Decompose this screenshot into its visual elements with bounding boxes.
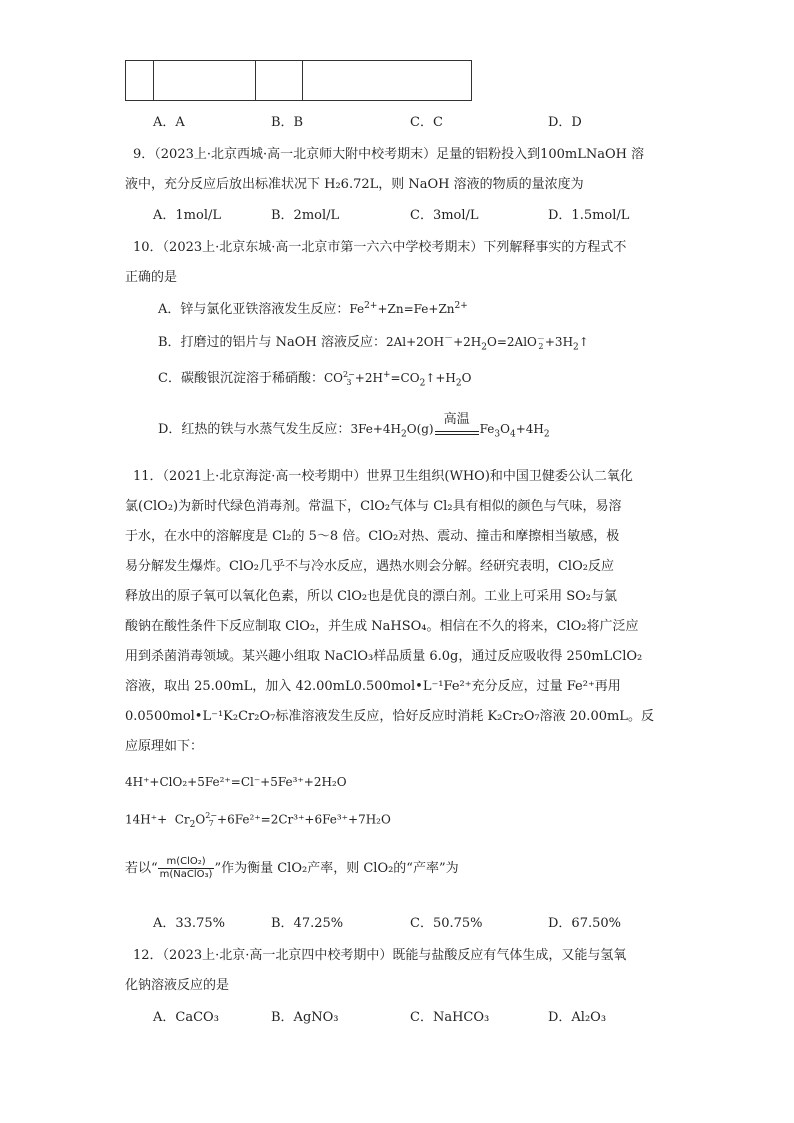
q11-equation-2: $14H^++ Cr_2O2-$ 7 +6Fe²⁺=2Cr³⁺+6Fe³⁺+7H₂O bbox=[125, 811, 391, 830]
q10-option-a bbox=[158, 298, 468, 317]
q8-option-c: C．C bbox=[410, 115, 443, 130]
table-cell bbox=[256, 61, 303, 101]
equals-bar bbox=[435, 431, 479, 435]
q11-stem-line1: 11．（2021上·北京海淀·高一校考期中）世界卫生组织(WHO)和中国卫健委公认二氧化 bbox=[133, 469, 633, 484]
q9-option-a: A．1mol/L bbox=[153, 208, 221, 223]
q11-option-c: C．50.75% bbox=[410, 916, 483, 931]
reaction-condition-label: 高温 bbox=[443, 412, 470, 428]
q12-option-b: B．AgNO₃ bbox=[271, 1010, 339, 1025]
q10-option-c-equation: CO2− $3 +2H^+=CO_2↑+H_2O$ bbox=[323, 369, 472, 389]
reaction-condition bbox=[434, 412, 480, 439]
q11-equation-2-prefix: 14H⁺+ bbox=[125, 812, 168, 827]
q10-stem-line1: 10．（2023上·北京东城·高一北京市第一六六中学校考期末）下列解释事实的方程式不 bbox=[133, 240, 627, 255]
q10-option-b-text: B．打磨过的铝片与 NaOH 溶液反应： bbox=[158, 335, 386, 350]
q10-option-b bbox=[158, 331, 589, 352]
q9-stem-line2: 液中，充分反应后放出标准状况下 H₂6.72L，则 NaOH 溶液的物质的量浓度为 bbox=[125, 177, 584, 192]
q11-option-d: D．67.50% bbox=[548, 916, 621, 931]
q10-option-d-equation: $3Fe+4H_2O(g)$ 高温 $Fe_3O_4+4H_2$ bbox=[350, 422, 549, 436]
q9-option-b: B．2mol/L bbox=[271, 208, 340, 223]
q11-stem-line8: 溶液，取出 25.00mL，加入 42.00mL0.500mol•L⁻¹Fe²⁺充分反应，过量 Fe²⁺再用 bbox=[125, 679, 621, 694]
q12-option-c: C．NaHCO₃ bbox=[410, 1010, 490, 1025]
q10-option-d bbox=[158, 412, 550, 440]
q11-option-b: B．47.25% bbox=[271, 916, 344, 931]
q11-ratio-prefix: 若以“ bbox=[125, 861, 158, 876]
q11-ratio-line bbox=[125, 856, 459, 881]
q10-stem-line2: 正确的是 bbox=[125, 270, 178, 285]
q11-ratio-suffix: ”作为衡量 ClO₂产率，则 ClO₂的“产率”为 bbox=[214, 861, 459, 876]
q11-stem-line2: 氯(ClO₂)为新时代绿色消毒剂。常温下，ClO₂气体与 Cl₂具有相似的颜色与气味，易溶 bbox=[125, 499, 622, 514]
q11-stem-line10: 应原理如下： bbox=[125, 739, 204, 754]
q11-option-a: A．33.75% bbox=[153, 916, 225, 931]
q9-option-c: C．3mol/L bbox=[410, 208, 479, 223]
answer-table-fragment bbox=[125, 60, 472, 101]
q9-stem-line1: 9．（2023上·北京西城·高一北京师大附中校考期末）足量的铝粉投入到100mLNaOH 溶 bbox=[133, 147, 645, 162]
table-cell bbox=[126, 61, 154, 101]
q12-stem-line1: 12．（2023上·北京·高一北京四中校考期中）既能与盐酸反应有气体生成，又能与氢氧 bbox=[133, 948, 627, 963]
ratio-numerator: m(ClO₂) bbox=[158, 856, 215, 869]
q12-option-a: A．CaCO₃ bbox=[153, 1010, 219, 1025]
q8-option-a: A．A bbox=[153, 115, 185, 130]
q12-stem-line2: 化钠溶液反应的是 bbox=[125, 978, 230, 993]
table-cell bbox=[154, 61, 256, 101]
q12-option-d: D．Al₂O₃ bbox=[548, 1010, 607, 1025]
q10-option-a-text: A．锌与氯化亚铁溶液发生反应： bbox=[158, 302, 350, 317]
q10-option-c-text: C．碳酸银沉淀溶于稀硝酸： bbox=[158, 371, 324, 386]
q10-option-c bbox=[158, 367, 471, 388]
q11-stem-line3: 于水，在水中的溶解度是 Cl₂的 5～8 倍。ClO₂对热、震动、撞击和摩擦相当敏感，极 bbox=[125, 529, 620, 544]
q11-stem-line9: 0.0500mol•L⁻¹K₂Cr₂O₇标准溶液发生反应，恰好反应时消耗 K₂Cr₂O₇溶液 20.00mL。反 bbox=[125, 709, 654, 724]
q11-stem-line4: 易分解发生爆炸。ClO₂几乎不与冷水反应，遇热水则会分解。经研究表明，ClO₂反应 bbox=[125, 559, 614, 574]
q11-stem-line7: 用到杀菌消毒领域。某兴趣小组取 NaClO₃样品质量 6.0g，通过反应吸收得 250mLClO₂ bbox=[125, 649, 643, 664]
q11-stem-line6: 酸钠在酸性条件下反应制取 ClO₂，并生成 NaHSO₄。相信在不久的将来，ClO₂将广泛应 bbox=[125, 619, 639, 634]
table-cell bbox=[303, 61, 472, 101]
q10-option-a-equation: $Fe^{2+}+Zn=Fe+Zn^{2+}$ bbox=[349, 301, 468, 316]
q11-stem-line5: 释放出的原子氧可以氧化色素，所以 ClO₂也是优良的漂白剂。工业上可采用 SO₂与氯 bbox=[125, 589, 618, 604]
ratio-fraction bbox=[158, 856, 215, 881]
q11-equation-1: 4H⁺+ClO₂+5Fe²⁺=Cl⁻+5Fe³⁺+2H₂O bbox=[125, 775, 347, 789]
q9-option-d: D．1.5mol/L bbox=[548, 208, 630, 223]
ratio-denominator: m(NaClO₃) bbox=[159, 869, 213, 880]
q8-option-d: D．D bbox=[548, 115, 582, 130]
q8-option-b: B．B bbox=[271, 115, 304, 130]
q11-equation-2-suffix: +6Fe²⁺=2Cr³⁺+6Fe³⁺+7H₂O bbox=[217, 812, 391, 827]
q10-option-b-equation: $2Al+2OH^-+2H_2O=2AlO-$ $2+3H_2↑$ bbox=[385, 333, 589, 353]
q10-option-d-text: D．红热的铁与水蒸气发生反应： bbox=[158, 422, 351, 437]
